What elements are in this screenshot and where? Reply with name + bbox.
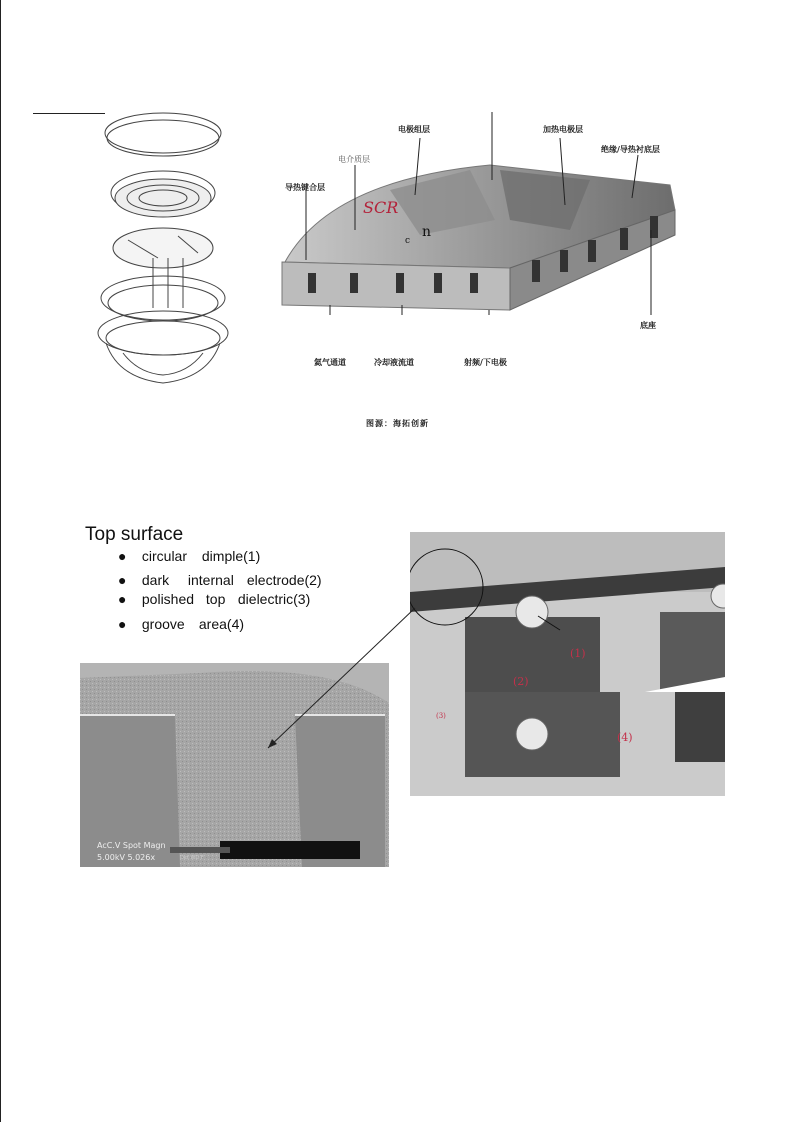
bullet-dot: ●: [118, 591, 127, 607]
mark-1: (1): [570, 647, 586, 660]
left-margin-rule: [0, 0, 1, 1122]
mark-2: (2): [513, 675, 529, 688]
bullet-dot: ●: [118, 572, 127, 588]
label-coolant-channel: 冷却液流道: [374, 358, 414, 367]
sem-readout-labels: AcC.V Spot Magn: [97, 841, 166, 850]
surface-photo-art: [410, 532, 725, 796]
letter-n: n: [422, 224, 432, 240]
label-thermal-bond-layer: 导热键合层: [285, 183, 325, 192]
exploded-view-drawing: [88, 108, 238, 398]
label-insulation-liner: 绝缘/导热衬底层: [601, 145, 660, 154]
label-heater-layer: 加热电极层: [543, 125, 583, 134]
label-base: 底座: [640, 321, 656, 330]
sem-readout-tail: Det WD F: [180, 855, 204, 861]
logo-fragment: SCR: [363, 198, 399, 217]
bullet-dot: ●: [118, 616, 127, 632]
label-electrode-layer: 电极组层: [398, 125, 430, 134]
surface-photo: [410, 532, 725, 796]
list-item: ● polished top dielectric(3): [118, 591, 311, 607]
mark-4: (4): [617, 731, 633, 744]
label-helium-channel: 氦气通道: [314, 358, 346, 367]
label-dielectric-layer: 电介质层: [338, 155, 370, 164]
list-item: ● dark internal electrode(2): [118, 572, 322, 588]
esc-cutaway-illustration: [270, 110, 750, 315]
section-heading: Top surface: [85, 524, 184, 545]
list-item: ● groove area(4): [118, 616, 245, 632]
figure-caption: 图源：海拓创新: [366, 419, 429, 428]
letter-c: c: [405, 236, 411, 246]
label-rf-bottom-electrode: 射频/下电极: [464, 358, 507, 367]
sem-readout-values: 5.00kV 5.026x: [97, 853, 156, 862]
bullet-dot: ●: [118, 548, 127, 564]
list-item: ● circular dimple(1): [118, 548, 261, 564]
callout-arrow: [250, 600, 430, 760]
mark-3: (3): [436, 712, 446, 720]
